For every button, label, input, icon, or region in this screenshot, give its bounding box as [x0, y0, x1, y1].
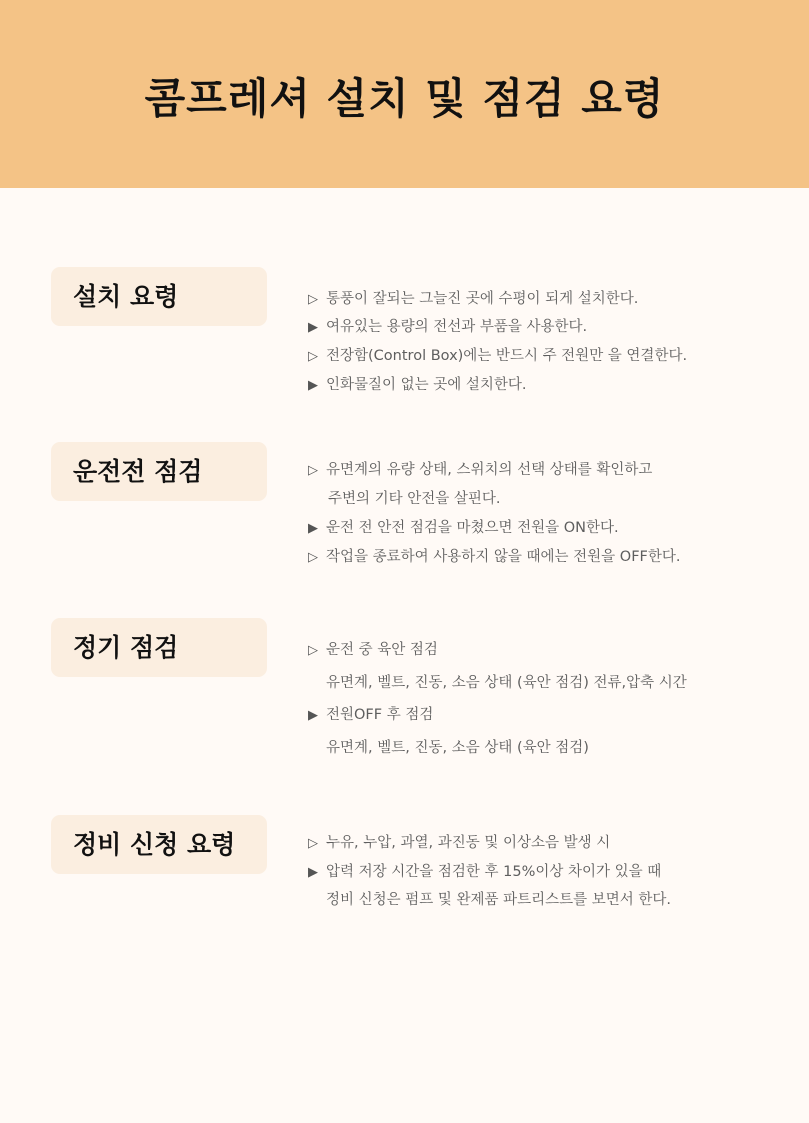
outline-triangle-icon: ▷ [308, 643, 318, 658]
filled-triangle-icon: ▶ [308, 865, 318, 880]
outline-triangle-icon: ▷ [308, 292, 318, 307]
list-item: ▶ 전원OFF 후 점검 [308, 707, 434, 723]
list-item-detail: 유면계, 벨트, 진동, 소음 상태 (육안 점검) [326, 740, 589, 756]
filled-triangle-icon: ▶ [308, 521, 318, 536]
filled-triangle-icon: ▶ [308, 320, 318, 335]
outline-triangle-icon: ▷ [308, 463, 318, 478]
section-label: 설치 요령 [73, 282, 179, 311]
list-item-detail: 유면계, 벨트, 진동, 소음 상태 (육안 점검) 전류,압축 시간 [326, 675, 687, 691]
outline-triangle-icon: ▷ [308, 550, 318, 565]
section-label-box [51, 267, 267, 326]
list-item: ▷ 통풍이 잘되는 그늘진 곳에 수평이 되게 설치한다. [308, 291, 639, 307]
section-label-box [51, 442, 267, 501]
list-item: ▷ 작업을 종료하여 사용하지 않을 때에는 전원을 OFF한다. [308, 549, 681, 565]
filled-triangle-icon: ▶ [308, 378, 318, 393]
outline-triangle-icon: ▷ [308, 349, 318, 364]
list-item: ▶ 인화물질이 없는 곳에 설치한다. [308, 377, 527, 393]
list-item-continuation: 주변의 기타 안전을 살핀다. [328, 491, 501, 507]
list-item-detail: 정비 신청은 펌프 및 완제품 파트리스트를 보면서 한다. [326, 892, 672, 908]
section-label: 정비 신청 요령 [73, 830, 236, 859]
section-label: 정기 점검 [73, 633, 179, 662]
list-item: ▷ 운전 중 육안 점검 [308, 642, 438, 658]
list-item: ▷ 유면계의 유량 상태, 스위치의 선택 상태를 확인하고 [308, 462, 653, 478]
filled-triangle-icon: ▶ [308, 708, 318, 723]
section-label-box [51, 618, 267, 677]
list-item: ▷ 누유, 누압, 과열, 과진동 및 이상소음 발생 시 [308, 835, 611, 851]
page-title: 콤프레셔 설치 및 점검 요령 [144, 74, 665, 123]
section-label-box [51, 815, 267, 874]
list-item: ▶ 여유있는 용량의 전선과 부품을 사용한다. [308, 319, 588, 335]
list-item: ▷ 전장함(Control Box)에는 반드시 주 전원만 을 연결한다. [308, 348, 688, 364]
section-label: 운전전 점검 [73, 457, 203, 486]
list-item: ▶ 압력 저장 시간을 점검한 후 15%이상 차이가 있을 때 [308, 864, 662, 880]
outline-triangle-icon: ▷ [308, 836, 318, 851]
list-item: ▶ 운전 전 안전 점검을 마쳤으면 전원을 ON한다. [308, 520, 619, 536]
